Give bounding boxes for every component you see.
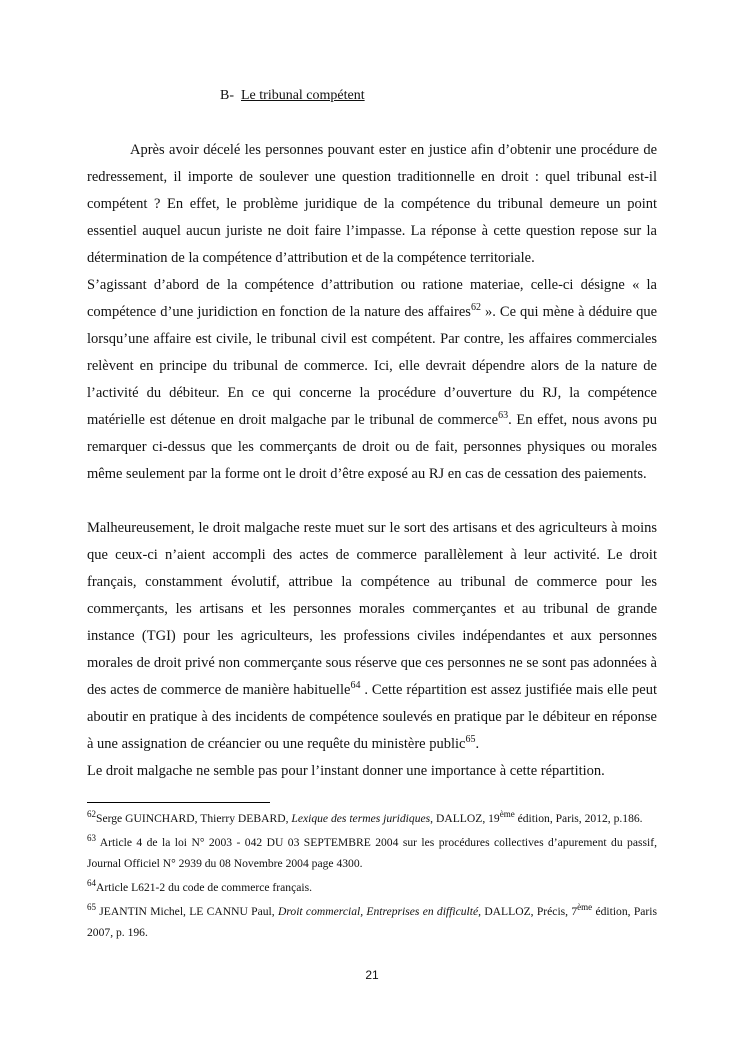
footnote-64 bbox=[87, 877, 657, 898]
text-run: JEANTIN Michel, LE CANNU Paul, bbox=[96, 905, 278, 918]
text-run: . Cette répartition est assez justifiée mais elle peut aboutir en pratique à des incidents de compétence soulevés en pratique par le débiteur en réponse à une assignation de créancier ou une requête du ministère public bbox=[87, 682, 657, 752]
section-heading bbox=[220, 88, 365, 104]
footnote-ref-64[interactable]: 64 bbox=[350, 680, 361, 691]
text-run: Article L621-2 du code de commerce français. bbox=[96, 881, 312, 894]
footnote-number: 65 bbox=[87, 902, 96, 912]
text-run: Malheureusement, le droit malgache reste muet sur le sort des artisans et des agriculteurs à moins que ceux-ci n’aient accompli des actes de commerce parallèlement à leur activité. Le droit français, constamment évolutif, attribue la compétence au tribunal de commerce pour les commerçants, les artisans et les personnes morales commerçantes et au tribunal de grande instance (TGI) pour les agriculteurs, les professions civiles indépendantes et aux personnes morales de droit privé non commerçante sous réserve que ces personnes ne se sont pas adonnées à des actes de commerce de manière habituelle bbox=[87, 520, 657, 698]
heading-prefix: B- bbox=[220, 88, 234, 103]
ordinal-suffix: ème bbox=[499, 809, 515, 819]
text-run: édition, Paris 2007, p. 196. bbox=[87, 905, 658, 939]
footnotes bbox=[87, 808, 657, 946]
footnote-62 bbox=[87, 808, 657, 829]
heading-title: Le tribunal compétent bbox=[241, 88, 365, 103]
text-run: . En effet, nous avons pu remarquer ci-dessus que les commerçants de droit ou de fait, personnes physiques ou morales même seulement par la forme ont le droit d’être exposé au RJ en cas de cessation des paiements. bbox=[87, 412, 657, 482]
text-run: Serge GUINCHARD, Thierry DEBARD, bbox=[96, 812, 292, 825]
footnote-65 bbox=[87, 901, 657, 943]
footnote-ref-65[interactable]: 65 bbox=[465, 734, 476, 745]
footnote-ref-62[interactable]: 62 bbox=[470, 302, 481, 313]
text-run: , DALLOZ, Précis, 7 bbox=[478, 905, 578, 918]
paragraph-1-body bbox=[87, 272, 657, 488]
text-run: ». Ce qui mène à déduire que lorsqu’une affaire est civile, le tribunal civil est compétent. Par contre, les affaires commerciales relèvent en principe du tribunal de commerce. Ici, elle devrait dépendre alors de la nature de l’activité du débiteur. En ce qui concerne la procédure d’ouverture du RJ, la compétence matérielle est détenue en droit malgache par le tribunal de commerce bbox=[87, 304, 658, 428]
footnote-ref-63[interactable]: 63 bbox=[498, 410, 509, 421]
text-run: Article 4 de la loi N° 2003 - 042 DU 03 SEPTEMBRE 2004 sur les procédures collectives d’apurement du passif, Journal Officiel N° 2939 du 08 Novembre 2004 page 4300. bbox=[87, 836, 657, 870]
footnote-number: 64 bbox=[87, 878, 96, 888]
footnote-63 bbox=[87, 832, 657, 874]
ordinal-suffix: ème bbox=[577, 902, 593, 912]
text-run: . bbox=[475, 736, 480, 752]
page-number: 21 bbox=[365, 968, 379, 982]
paragraph-1-intro: Après avoir décelé les personnes pouvant ester en justice afin d’obtenir une procédure de redressement, il importe de soulever une question traditionnelle en droit : quel tribunal est-il compétent ? En effet, le problème juridique de la compétence du tribunal demeure un point essentiel auquel aucun juriste ne doit faire l’impasse. La réponse à cette question repose sur la détermination de la compétence d’attribution et de la compétence territoriale. bbox=[87, 142, 657, 266]
paragraph-2 bbox=[87, 515, 657, 785]
paragraph-2-body bbox=[87, 515, 657, 758]
footnote-number: 62 bbox=[87, 809, 96, 819]
paragraph-1 bbox=[87, 137, 657, 488]
text-run: S’agissant d’abord de la compétence d’attribution ou ratione materiae, celle-ci désigne « la compétence d’une juridiction en fonction de la nature des affaires bbox=[87, 277, 657, 320]
paragraph-2-conclusion: Le droit malgache ne semble pas pour l’instant donner une importance à cette répartition. bbox=[87, 763, 605, 779]
text-run: édition, Paris, 2012, p.186. bbox=[514, 812, 643, 825]
footnote-separator bbox=[87, 802, 270, 803]
book-title: Lexique des termes juridiques bbox=[291, 812, 431, 825]
book-title: Droit commercial, Entreprises en difficulté bbox=[277, 905, 479, 918]
text-run: , DALLOZ, 19 bbox=[430, 812, 500, 825]
footnote-number: 63 bbox=[87, 833, 96, 843]
